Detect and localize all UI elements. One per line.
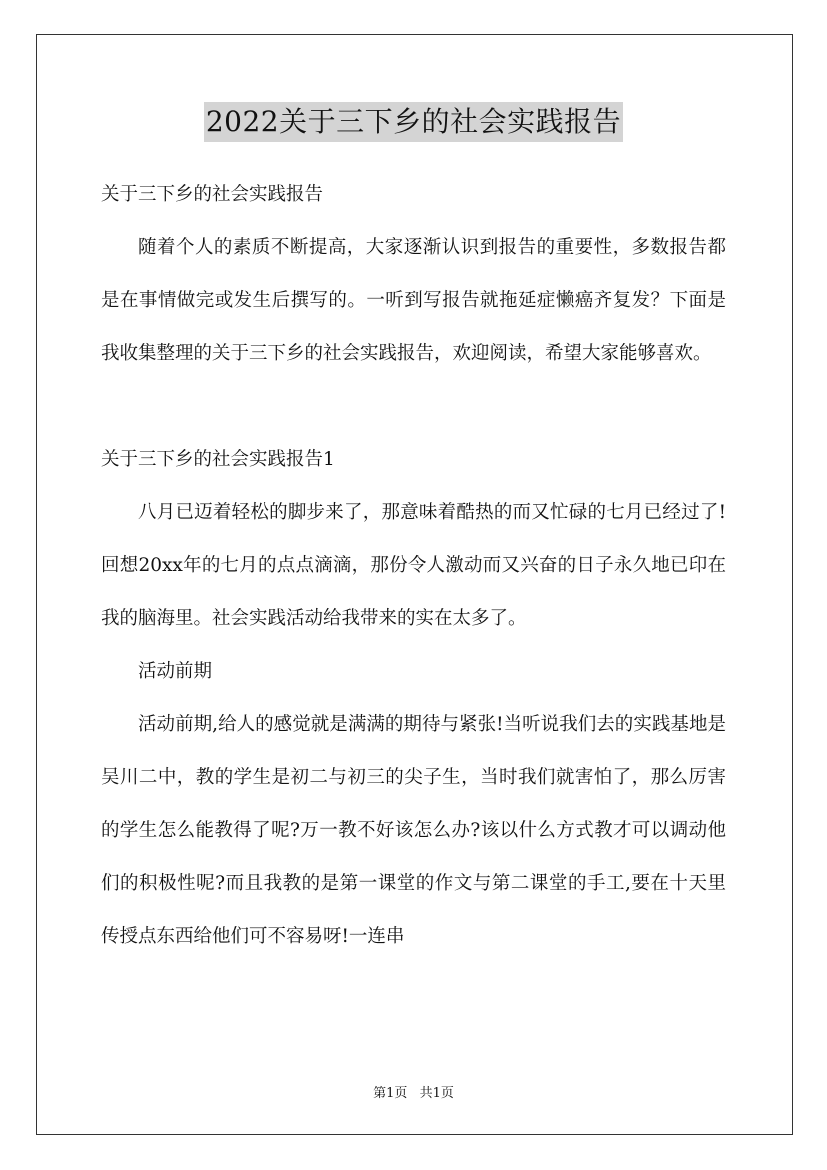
- section-heading: 关于三下乡的社会实践报告: [101, 184, 324, 205]
- subheading: 活动前期: [138, 661, 213, 682]
- page-footer: [0, 1082, 827, 1101]
- page-number: 第1页: [373, 1086, 408, 1101]
- document-title: 2022关于三下乡的社会实践报告: [204, 102, 623, 142]
- body-paragraph: 活动前期,给人的感觉就是满满的期待与紧张!当听说我们去的实践基地是吴川二中，教的学生是初二与初三的尖子生，当时我们就害怕了，那么厉害的学生怎么能教得了呢?万一教不好该怎么办?该以什么方式教才可以调动他们的积极性呢?而且我教的是第一课堂的作文与第二课堂的手工,要在十天里传授点东西给他们可不容易呀!一连串: [101, 714, 726, 947]
- body-paragraph: 八月已迈着轻松的脚步来了，那意味着酷热的而又忙碌的七月已经过了!回想20xx年的七月的点点滴滴，那份令人激动而又兴奋的日子永久地已印在我的脑海里。社会实践活动给我带来的实在太多了。: [101, 502, 726, 629]
- document-body: [101, 168, 726, 963]
- blank-line: [101, 380, 726, 433]
- title-container: [0, 102, 827, 142]
- page-total: 共1页: [419, 1086, 454, 1101]
- report-heading: 关于三下乡的社会实践报告1: [101, 449, 335, 470]
- intro-paragraph: 随着个人的素质不断提高，大家逐渐认识到报告的重要性，多数报告都是在事情做完或发生后撰写的。一听到写报告就拖延症懒癌齐复发？下面是我收集整理的关于三下乡的社会实践报告，欢迎阅读，希望大家能够喜欢。: [101, 237, 726, 364]
